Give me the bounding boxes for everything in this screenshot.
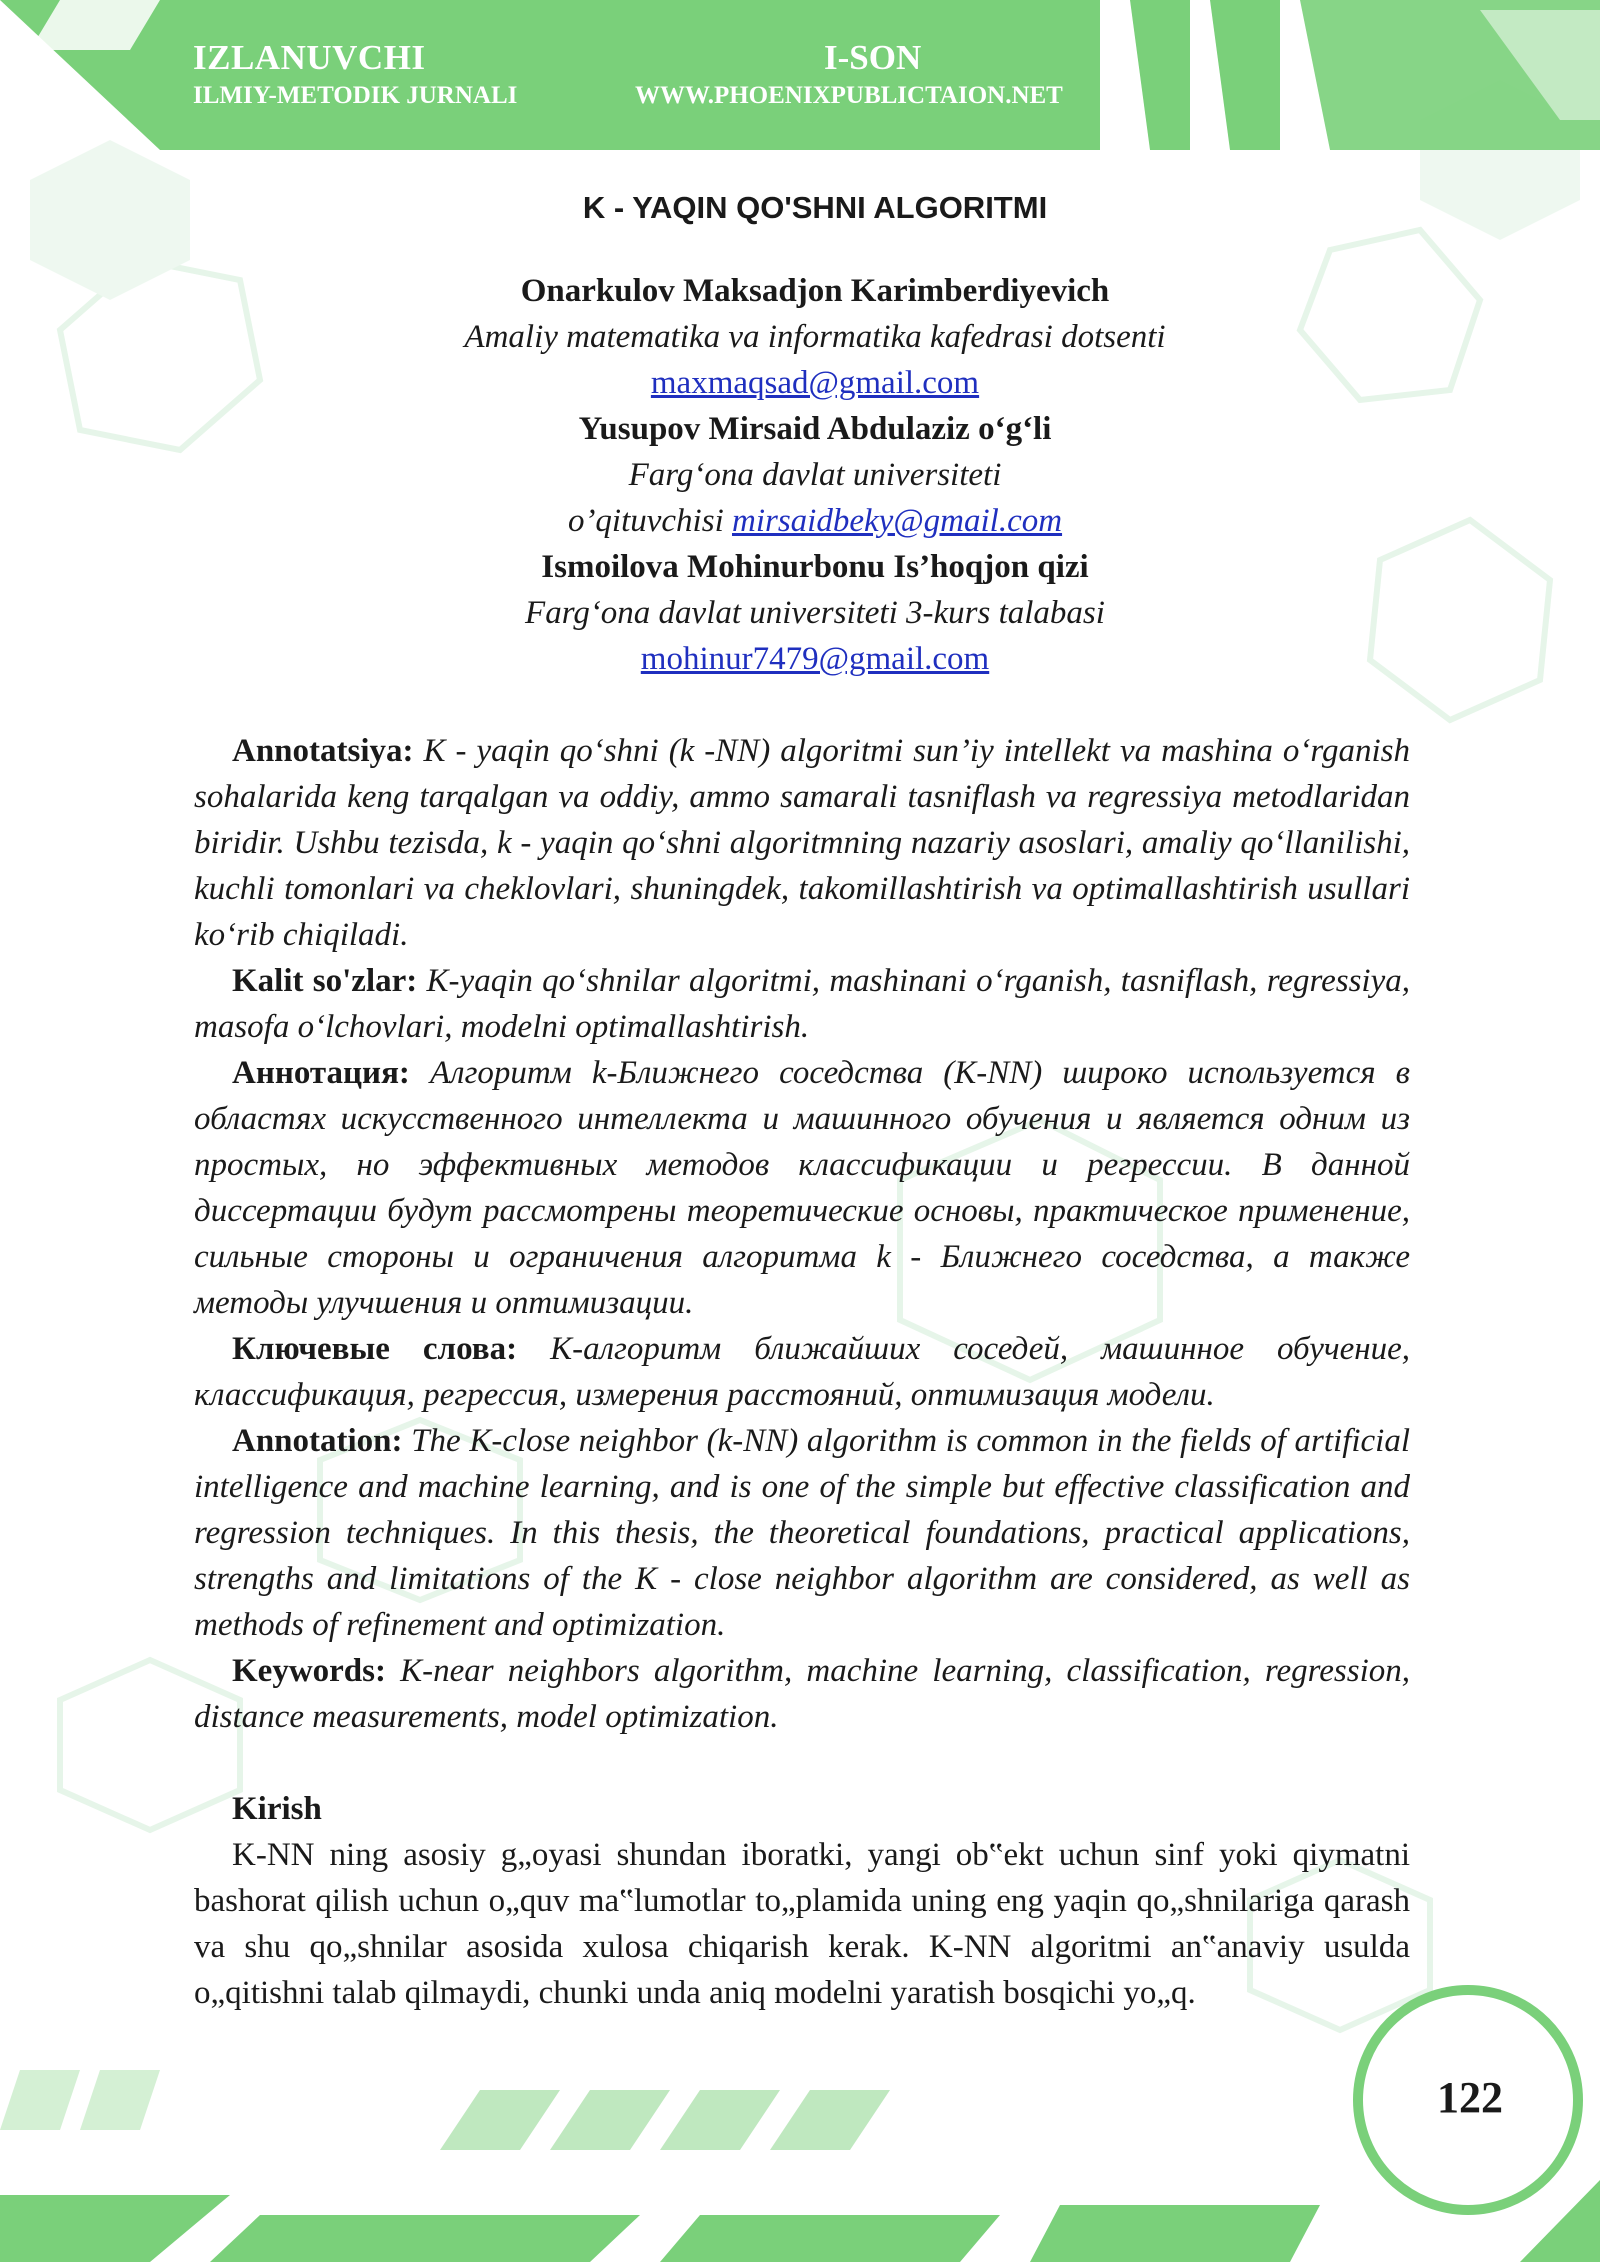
abstract-label: Annotatsiya: — [232, 733, 414, 769]
journal-website: WWW.PHOENIXPUBLICTAION.NET — [635, 82, 1063, 109]
author-name: Yusupov Mirsaid Abdulaziz o‘g‘li — [578, 411, 1052, 447]
author-name: Ismoilova Mohinurbonu Is’hoqjon qizi — [541, 549, 1089, 585]
author-email-link[interactable]: mirsaidbeky@gmail.com — [732, 503, 1063, 539]
keywords-label: Ключевые слова: — [232, 1331, 518, 1367]
abstract-uz — [194, 728, 1410, 958]
abstract-en — [194, 1418, 1410, 1648]
keywords-en — [194, 1648, 1410, 1740]
section-body: K-NN ning asosiy g„oyasi shundan iboratki, yangi ob‟ekt uchun sinf yoki qiymatni bashorat qilish uchun o„quv ma‟lumotlar to„plamida uning eng yaqin qo„shnilariga qarash va shu qo„shnilar asosida xulosa chiqarish kerak. K-NN algoritmi an‟anaviy usulda o„qitishni talab qilmaydi, chunki unda aniq modelni yaratish bosqichi yo„q. — [194, 1837, 1410, 2011]
section-heading: Kirish — [232, 1791, 322, 1827]
page-number: 122 — [1437, 2073, 1503, 2122]
author-affiliation: Farg‘ona davlat universiteti 3-kurs talabasi — [525, 595, 1105, 631]
journal-subtitle: ILMIY-METODIK JURNALI — [193, 82, 518, 109]
author-block — [194, 268, 1410, 682]
keywords-uz — [194, 958, 1410, 1050]
author-affiliation: Farg‘ona davlat universiteti — [628, 457, 1002, 493]
author-position: o’qituvchisi — [567, 503, 732, 539]
abstract-label: Аннотация: — [232, 1055, 410, 1091]
abstract-text: Алгоритм k-Ближнего соседства (K-NN) широко используется в областях искусственного интеллекта и машинного обучения и является одним из простых, но эффективных методов классификации и регрессии. В данной диссертации будут рассмотрены теоретические основы, практическое применение, сильные стороны и ограничения алгоритма k - Ближнего соседства, а также методы улучшения и оптимизации. — [194, 1055, 1411, 1321]
abstract-label: Annotation: — [232, 1423, 403, 1459]
journal-name: IZLANUVCHI — [193, 38, 426, 77]
keywords-text: K-алгоритм ближайших соседей, машинное обучение, классификация, регрессия, измерения расстояний, оптимизация модели. — [194, 1331, 1411, 1413]
keywords-text: K-yaqin qo‘shnilar algoritmi, mashinani o‘rganish, tasniflash, regressiya, masofa o‘lchovlari, modelni optimallashtirish. — [194, 963, 1410, 1045]
keywords-label: Keywords: — [232, 1653, 386, 1689]
keywords-label: Kalit so'zlar: — [232, 963, 418, 999]
author-name: Onarkulov Maksadjon Karimberdiyevich — [520, 273, 1110, 309]
abstract-text: K - yaqin qo‘shni (k -NN) algoritmi sun’iy intellekt va mashina o‘rganish sohalarida keng tarqalgan va oddiy, ammo samarali tasniflash va regressiya metodlaridan biridir. Ushbu tezisda, k - yaqin qo‘shni algoritmning nazariy asoslari, amaliy qo‘llanilishi, kuchli tomonlari va cheklovlari, shuningdek, takomillashtirish va optimallashtirish usullari ko‘rib chiqiladi. — [194, 733, 1410, 953]
article-content — [194, 190, 1410, 2016]
issue-number: I-SON — [824, 38, 922, 77]
author-affiliation: Amaliy matematika va informatika kafedrasi dotsenti — [464, 319, 1166, 355]
keywords-text: K-near neighbors algorithm, machine learning, classification, regression, distance measurements, model optimization. — [194, 1653, 1410, 1735]
author-email-link[interactable]: mohinur7479@gmail.com — [640, 641, 990, 677]
article-title: K - YAQIN QO'SHNI ALGORITMI — [582, 190, 1048, 225]
abstract-ru — [194, 1050, 1410, 1326]
abstracts — [194, 728, 1410, 1740]
author-email-link[interactable]: maxmaqsad@gmail.com — [650, 365, 980, 401]
journal-header — [0, 0, 1600, 150]
abstract-text: The K-close neighbor (k-NN) algorithm is common in the fields of artificial intelligence and machine learning, and is one of the simple but effective classification and regression techniques. In this thesis, the theoretical foundations, practical applications, strengths and limitations of the K - close neighbor algorithm are considered, as well as methods of refinement and optimization. — [194, 1423, 1411, 1643]
keywords-ru — [194, 1326, 1410, 1418]
